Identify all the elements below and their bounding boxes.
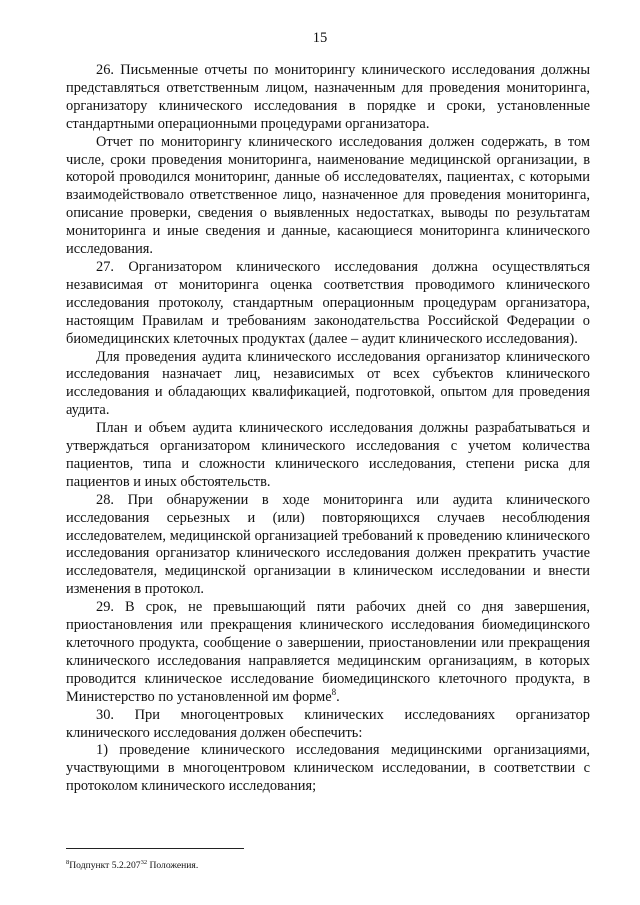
paragraph-29-end: . <box>336 688 340 705</box>
page-number: 15 <box>312 30 328 46</box>
footnote-text-after: Положения. <box>147 860 199 872</box>
footnote-divider <box>66 848 244 849</box>
footnote-text-before: Подпункт 5.2.207 <box>69 860 141 872</box>
paragraph-30: 30. При многоцентровых клинических исследованиях организатор клинического исследования должен обеспечить: <box>66 706 590 741</box>
paragraph-29-text: 29. В срок, не превышающий пяти рабочих дней со дня завершения, приостановления или прекращения клинического исследования биомедицинского клеточного продукта, сообщение о завершении, приостановлении или прекращения клинического исследования направляется медицинским организациям, в которых проводится клиническое исследование биомедицинского клеточного продукта, в Министерство по установленной им форме <box>66 599 590 705</box>
paragraph-26: 26. Письменные отчеты по мониторингу клинического исследования должны представляться ответственным лицом, назначенным для проведения мониторинга, организатору клинического исследования в порядке и сроки, установленные стандартными операционными процедурами организатора. <box>66 62 590 132</box>
paragraph-28: 28. При обнаружении в ходе мониторинга или аудита клинического исследования серьезных и (или) повторяющихся случаев несоблюдения исследователем, медицинской организацией требований к проведению клинического исследования организатор клинического исследования должен прекратить участие исследователя, медицинской организации в клиническом исследовании и внести изменения в протокол. <box>66 491 590 598</box>
footnote-reference[interactable]: 8 <box>331 686 337 697</box>
paragraph-27-audit-persons: Для проведения аудита клинического исследования организатор клинического исследования назначает лиц, независимых от всех субъектов клинического исследования и обладающих квалификацией, подготовкой, опытом для проведения аудита. <box>66 348 590 419</box>
document-body <box>66 62 590 796</box>
footnote <box>66 857 590 872</box>
paragraph-30-item-1: 1) проведение клинического исследования медицинскими организациями, участвующими в многоцентровом клиническом исследовании, в соответствии с протоколом клинического исследования; <box>66 742 590 795</box>
paragraph-26-report-contents: Отчет по мониторингу клинического исследования должен содержать, в том числе, сроки проведения мониторинга, наименование медицинской организации, в которой проводился мониторинг, данные об исследователях, пациентах, с которыми взаимодействовало ответственное лицо, назначенное для проведения мониторинга, описание проверки, сведения о выявленных недостатках, выводы по результатам мониторинга и иные сведения и данные, касающиеся мониторинга клинического исследования. <box>66 133 590 258</box>
footnote-superscript: 32 <box>140 859 148 866</box>
paragraph-29 <box>66 599 590 706</box>
paragraph-27: 27. Организатором клинического исследования должна осуществляться независимая от мониторинга оценка соответствия проводимого клинического исследования протоколу, стандартным операционным процедурам организатора, настоящим Правилам и требованиям законодательства Российской Федерации о биомедицинских клеточных продуктах (далее – аудит клинического исследования). <box>66 258 590 347</box>
paragraph-27-audit-plan: План и объем аудита клинического исследования должны разрабатываться и утверждаться организатором клинического исследования с учетом количества пациентов, типа и сложности клинического исследования, степени риска для пациентов и иных обстоятельств. <box>66 420 590 490</box>
footnote-marker: 8 <box>66 859 70 866</box>
